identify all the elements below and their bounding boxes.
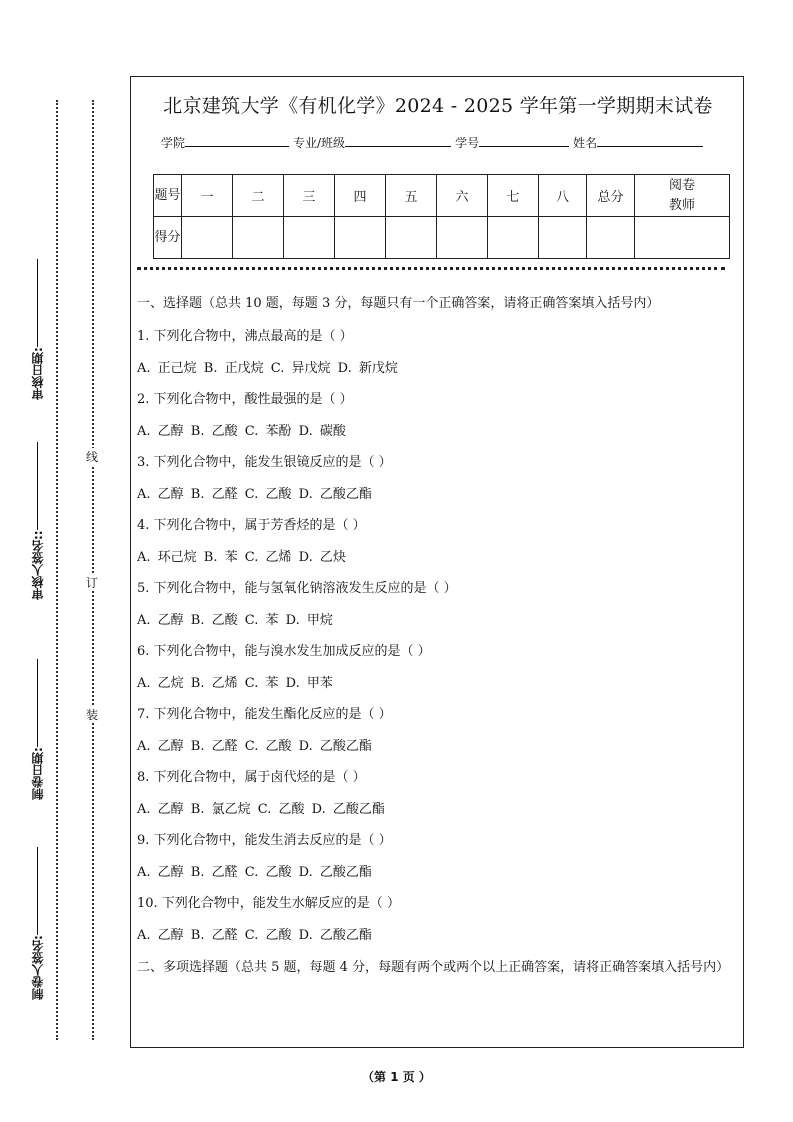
reviewer-sign-label <box>22 430 54 600</box>
exam-title: 北京建筑大学《有机化学》2024 - 2025 学年第一学期期末试卷 <box>163 95 713 117</box>
score-table-header-row <box>154 175 730 217</box>
student-id-label: 学号 <box>455 136 480 150</box>
col-3: 三 <box>284 175 335 217</box>
review-date-field[interactable] <box>38 259 39 347</box>
score-cell-total[interactable] <box>587 217 635 259</box>
score-cell-2[interactable] <box>233 217 284 259</box>
question-4-options: A. 环己烷 B. 苯 C. 乙烯 D. 乙炔 <box>137 550 346 565</box>
question-2: 2. 下列化合物中，酸性最强的是（ ） <box>137 392 353 407</box>
review-date-text: 审核日期: <box>31 347 45 400</box>
name-field[interactable] <box>597 133 703 147</box>
col-7: 七 <box>488 175 539 217</box>
col-grader <box>635 175 730 217</box>
col-4: 四 <box>335 175 386 217</box>
maker-sign-label <box>22 830 54 1000</box>
score-cell-grader[interactable] <box>635 217 730 259</box>
outer-dotted-line <box>56 100 58 1040</box>
col-2: 二 <box>233 175 284 217</box>
name-label: 姓名 <box>573 136 598 150</box>
question-8: 8. 下列化合物中，属于卤代烃的是（ ） <box>137 770 366 785</box>
score-label: 得分 <box>154 217 182 259</box>
score-table <box>153 174 730 259</box>
review-date-label <box>22 230 54 400</box>
exam-paper-frame <box>130 76 744 1048</box>
maker-sign-text: 制卷人签名: <box>31 935 45 1000</box>
bind-mount-char: 装 <box>85 708 98 722</box>
reviewer-sign-field[interactable] <box>38 442 39 530</box>
question-7: 7. 下列化合物中，能发生酯化反应的是（ ） <box>137 707 392 722</box>
score-cell-5[interactable] <box>386 217 437 259</box>
bind-order-char: 订 <box>85 576 98 590</box>
major-class-field[interactable] <box>345 133 451 147</box>
student-id-field[interactable] <box>479 133 569 147</box>
col-5: 五 <box>386 175 437 217</box>
score-cell-4[interactable] <box>335 217 386 259</box>
reviewer-sign-text: 审核人签名:: <box>31 530 45 600</box>
question-3: 3. 下列化合物中，能发生银镜反应的是（ ） <box>137 455 392 470</box>
make-date-label <box>22 630 54 800</box>
make-date-text: 制卷日期: <box>31 747 45 800</box>
question-4: 4. 下列化合物中，属于芳香烃的是（ ） <box>137 518 366 533</box>
col-grader-text: 阅卷教师 <box>668 177 695 213</box>
section-divider <box>137 267 725 270</box>
question-9-options: A. 乙醇 B. 乙醛 C. 乙酸 D. 乙酸乙酯 <box>137 865 372 880</box>
question-5: 5. 下列化合物中，能与氢氧化钠溶液发生反应的是（ ） <box>137 581 457 596</box>
col-8: 八 <box>539 175 587 217</box>
question-1-options: A. 正己烷 B. 正戊烷 C. 异戊烷 D. 新戊烷 <box>137 361 398 376</box>
score-cell-6[interactable] <box>437 217 488 259</box>
student-info-row <box>161 133 707 151</box>
make-date-field[interactable] <box>38 659 39 747</box>
question-5-options: A. 乙醇 B. 乙酸 C. 苯 D. 甲烷 <box>137 613 333 628</box>
page-number: （第 1 页 ） <box>362 1070 431 1084</box>
score-cell-7[interactable] <box>488 217 539 259</box>
question-7-options: A. 乙醇 B. 乙醛 C. 乙酸 D. 乙酸乙酯 <box>137 739 372 754</box>
question-1: 1. 下列化合物中，沸点最高的是（ ） <box>137 329 353 344</box>
score-cell-1[interactable] <box>182 217 233 259</box>
col-total: 总分 <box>587 175 635 217</box>
question-3-options: A. 乙醇 B. 乙醛 C. 乙酸 D. 乙酸乙酯 <box>137 487 372 502</box>
college-label: 学院 <box>161 136 186 150</box>
question-10: 10. 下列化合物中，能发生水解反应的是（ ） <box>137 896 400 911</box>
score-table-score-row <box>154 217 730 259</box>
score-cell-3[interactable] <box>284 217 335 259</box>
major-class-label: 专业/班级 <box>293 136 346 150</box>
college-field[interactable] <box>185 133 289 147</box>
section1-heading: 一、选择题（总共 10 题，每题 3 分，每题只有一个正确答案，请将正确答案填入括号内） <box>137 296 660 311</box>
col-1: 一 <box>182 175 233 217</box>
binding-dotted-line <box>92 100 94 1040</box>
exam-content <box>137 293 741 979</box>
question-list <box>137 328 741 945</box>
col-6: 六 <box>437 175 488 217</box>
question-number-label: 题号 <box>154 175 182 217</box>
maker-sign-field[interactable] <box>38 847 39 935</box>
question-10-options: A. 乙醇 B. 乙醛 C. 乙酸 D. 乙酸乙酯 <box>137 928 372 943</box>
question-6-options: A. 乙烷 B. 乙烯 C. 苯 D. 甲苯 <box>137 676 333 691</box>
question-9: 9. 下列化合物中，能发生消去反应的是（ ） <box>137 833 392 848</box>
question-2-options: A. 乙醇 B. 乙酸 C. 苯酚 D. 碳酸 <box>137 424 346 439</box>
section2-heading: 二、多项选择题（总共 5 题，每题 4 分，每题有两个或两个以上正确答案，请将正确答案填入括号内） <box>137 960 730 975</box>
question-8-options: A. 乙醇 B. 氯乙烷 C. 乙酸 D. 乙酸乙酯 <box>137 802 385 817</box>
bind-line-char: 线 <box>85 450 98 464</box>
question-6: 6. 下列化合物中，能与溴水发生加成反应的是（ ） <box>137 644 431 659</box>
score-cell-8[interactable] <box>539 217 587 259</box>
